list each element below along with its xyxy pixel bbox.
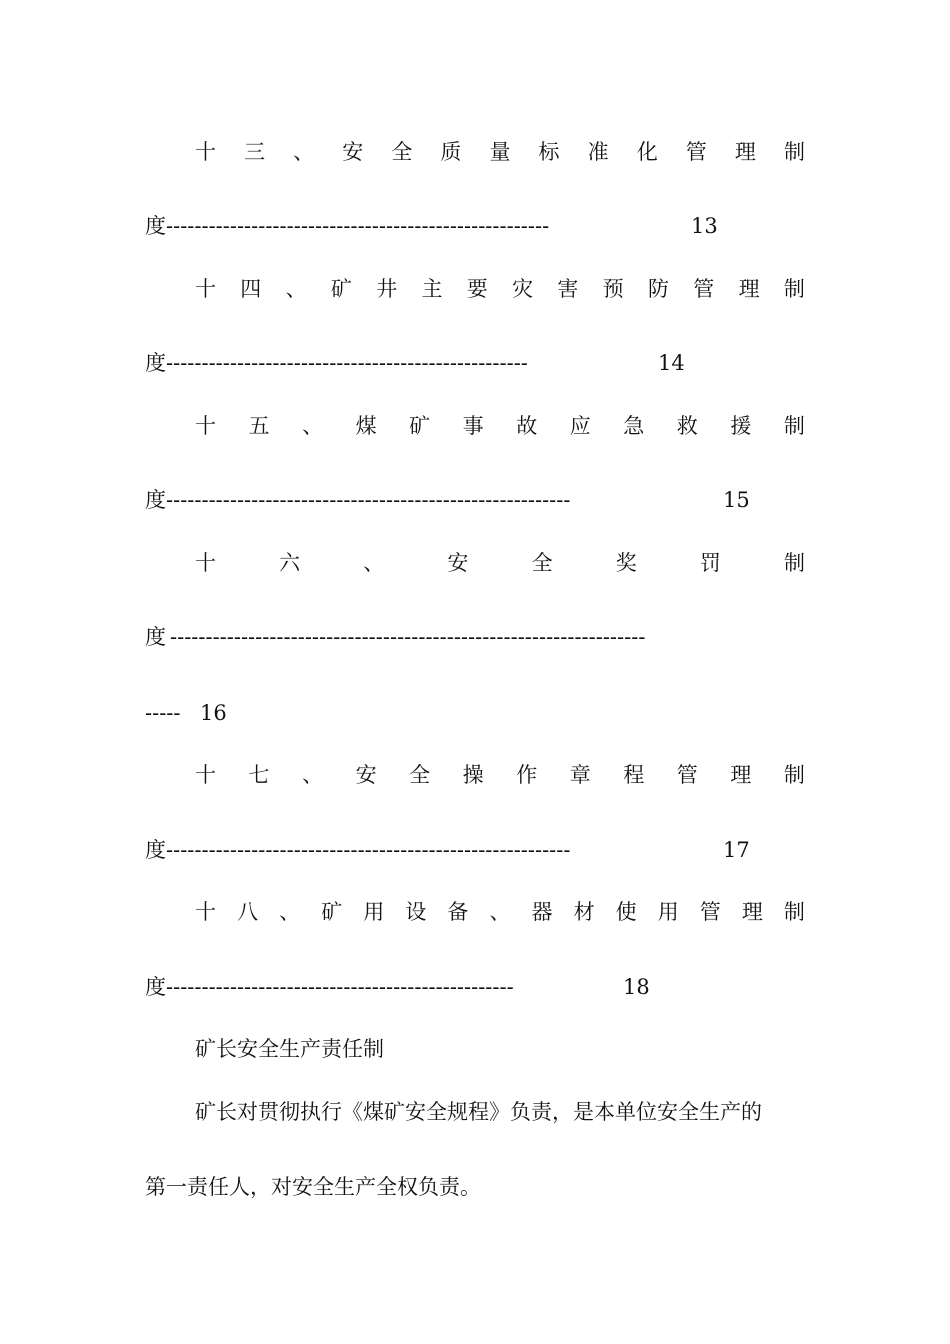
toc-heading-char: 理: [734, 140, 756, 164]
toc-heading-char: 制: [783, 551, 805, 575]
toc-heading-char: 灾: [512, 277, 534, 301]
toc-heading-char: 奖: [615, 551, 637, 575]
toc-heading-char: 准: [587, 140, 609, 164]
toc-heading-char: 援: [730, 414, 752, 438]
toc-heading-char: 煤: [355, 414, 377, 438]
toc-heading-char: 应: [569, 414, 591, 438]
toc-heading-char: 标: [538, 140, 560, 164]
toc-heading-char: 理: [741, 900, 763, 924]
toc-heading-char: 操: [462, 763, 484, 787]
toc-tail-18: [145, 972, 805, 1002]
toc-tail-13: [145, 211, 805, 241]
toc-heading-char: 理: [738, 277, 760, 301]
toc-heading-char: 十: [195, 140, 216, 164]
toc-tail-14: [145, 348, 805, 378]
toc-page-number: 16: [200, 701, 227, 725]
toc-heading-16: [195, 548, 805, 578]
toc-tail-char: 度: [145, 838, 166, 862]
toc-heading-char: 用: [363, 900, 385, 924]
toc-heading-char: 、: [293, 140, 315, 164]
toc-heading-char: 量: [489, 140, 511, 164]
section-title: 矿长安全生产责任制: [195, 1037, 384, 1061]
toc-heading-13: [195, 137, 805, 167]
toc-heading-char: 、: [302, 763, 324, 787]
toc-leader-dashes: -------------------------------------------------: [166, 975, 514, 999]
toc-heading-17: [195, 760, 805, 790]
toc-heading-char: 十: [195, 414, 216, 438]
toc-heading-char: 矿: [321, 900, 343, 924]
toc-page-number: 14: [658, 351, 685, 375]
toc-heading-char: 安: [342, 140, 364, 164]
paragraph-line-1: 矿长对贯彻执行《煤矿安全规程》负责，是本单位安全生产的: [195, 1100, 762, 1124]
toc-heading-char: 、: [302, 414, 324, 438]
toc-heading-char: 救: [676, 414, 698, 438]
toc-heading-char: 安: [447, 551, 469, 575]
toc-heading-char: 质: [440, 140, 462, 164]
toc-tail-char: 度: [145, 625, 166, 649]
toc-leader-dashes-wrap: -----: [145, 701, 181, 725]
toc-tail-char: 度: [145, 214, 166, 238]
toc-page-number: 13: [691, 214, 718, 238]
toc-heading-char: 用: [657, 900, 679, 924]
toc-heading-15: [195, 411, 805, 441]
toc-heading-char: 管: [693, 277, 715, 301]
toc-heading-char: 全: [391, 140, 413, 164]
toc-heading-char: 三: [244, 140, 266, 164]
toc-page-number: 18: [623, 975, 650, 999]
toc-tail-16-wrap: [145, 698, 805, 728]
toc-heading-char: 程: [623, 763, 645, 787]
toc-heading-char: 全: [531, 551, 553, 575]
toc-heading-char: 、: [279, 900, 301, 924]
toc-heading-char: 制: [783, 900, 805, 924]
toc-heading-char: 事: [462, 414, 484, 438]
toc-heading-char: 矿: [330, 277, 352, 301]
paragraph-line-2: 第一责任人，对安全生产全权负责。: [145, 1175, 481, 1199]
toc-heading-char: 八: [237, 900, 259, 924]
toc-tail-char: 度: [145, 488, 166, 512]
toc-leader-dashes: ---------------------------------------------------------: [166, 488, 571, 512]
toc-tail-char: 度: [145, 351, 166, 375]
toc-heading-char: 、: [489, 900, 511, 924]
toc-heading-char: 十: [195, 277, 216, 301]
toc-heading-char: 主: [421, 277, 443, 301]
toc-leader-dashes: ---------------------------------------------------------: [166, 838, 571, 862]
toc-heading-char: 章: [569, 763, 591, 787]
toc-heading-char: 、: [363, 551, 385, 575]
toc-heading-char: 四: [240, 277, 262, 301]
toc-heading-char: 、: [285, 277, 307, 301]
toc-heading-char: 化: [636, 140, 658, 164]
toc-heading-char: 管: [699, 900, 721, 924]
toc-heading-char: 制: [783, 277, 805, 301]
toc-heading-char: 设: [405, 900, 427, 924]
toc-leader-dashes: -------------------------------------------------------------------: [170, 625, 646, 649]
toc-heading-char: 安: [355, 763, 377, 787]
toc-heading-char: 七: [248, 763, 270, 787]
toc-heading-char: 器: [531, 900, 553, 924]
toc-heading-char: 管: [676, 763, 698, 787]
toc-heading-char: 要: [466, 277, 488, 301]
toc-heading-char: 管: [685, 140, 707, 164]
toc-heading-char: 理: [730, 763, 752, 787]
toc-heading-char: 作: [516, 763, 538, 787]
toc-leader-dashes: ------------------------------------------------------: [166, 214, 550, 238]
toc-heading-char: 全: [409, 763, 431, 787]
toc-heading-char: 备: [447, 900, 469, 924]
toc-heading-14: [195, 274, 805, 304]
toc-heading-char: 十: [195, 900, 216, 924]
toc-heading-char: 十: [195, 763, 216, 787]
toc-heading-char: 井: [376, 277, 398, 301]
toc-heading-char: 预: [602, 277, 624, 301]
toc-heading-char: 使: [615, 900, 637, 924]
toc-tail-char: 度: [145, 975, 166, 999]
toc-tail-15: [145, 485, 805, 515]
toc-heading-char: 材: [573, 900, 595, 924]
toc-tail-16: [145, 622, 805, 652]
toc-heading-char: 急: [623, 414, 645, 438]
toc-page-number: 15: [723, 488, 750, 512]
toc-heading-18: [195, 897, 805, 927]
toc-heading-char: 防: [647, 277, 669, 301]
toc-heading-char: 六: [279, 551, 301, 575]
toc-page-number: 17: [723, 838, 750, 862]
toc-heading-char: 害: [557, 277, 579, 301]
toc-heading-char: 制: [783, 414, 805, 438]
toc-tail-17: [145, 835, 805, 865]
toc-heading-char: 制: [783, 140, 805, 164]
toc-heading-char: 罚: [699, 551, 721, 575]
toc-heading-char: 矿: [409, 414, 431, 438]
toc-heading-char: 十: [195, 551, 216, 575]
toc-leader-dashes: ---------------------------------------------------: [166, 351, 528, 375]
toc-heading-char: 故: [516, 414, 538, 438]
toc-heading-char: 五: [248, 414, 270, 438]
toc-heading-char: 制: [783, 763, 805, 787]
